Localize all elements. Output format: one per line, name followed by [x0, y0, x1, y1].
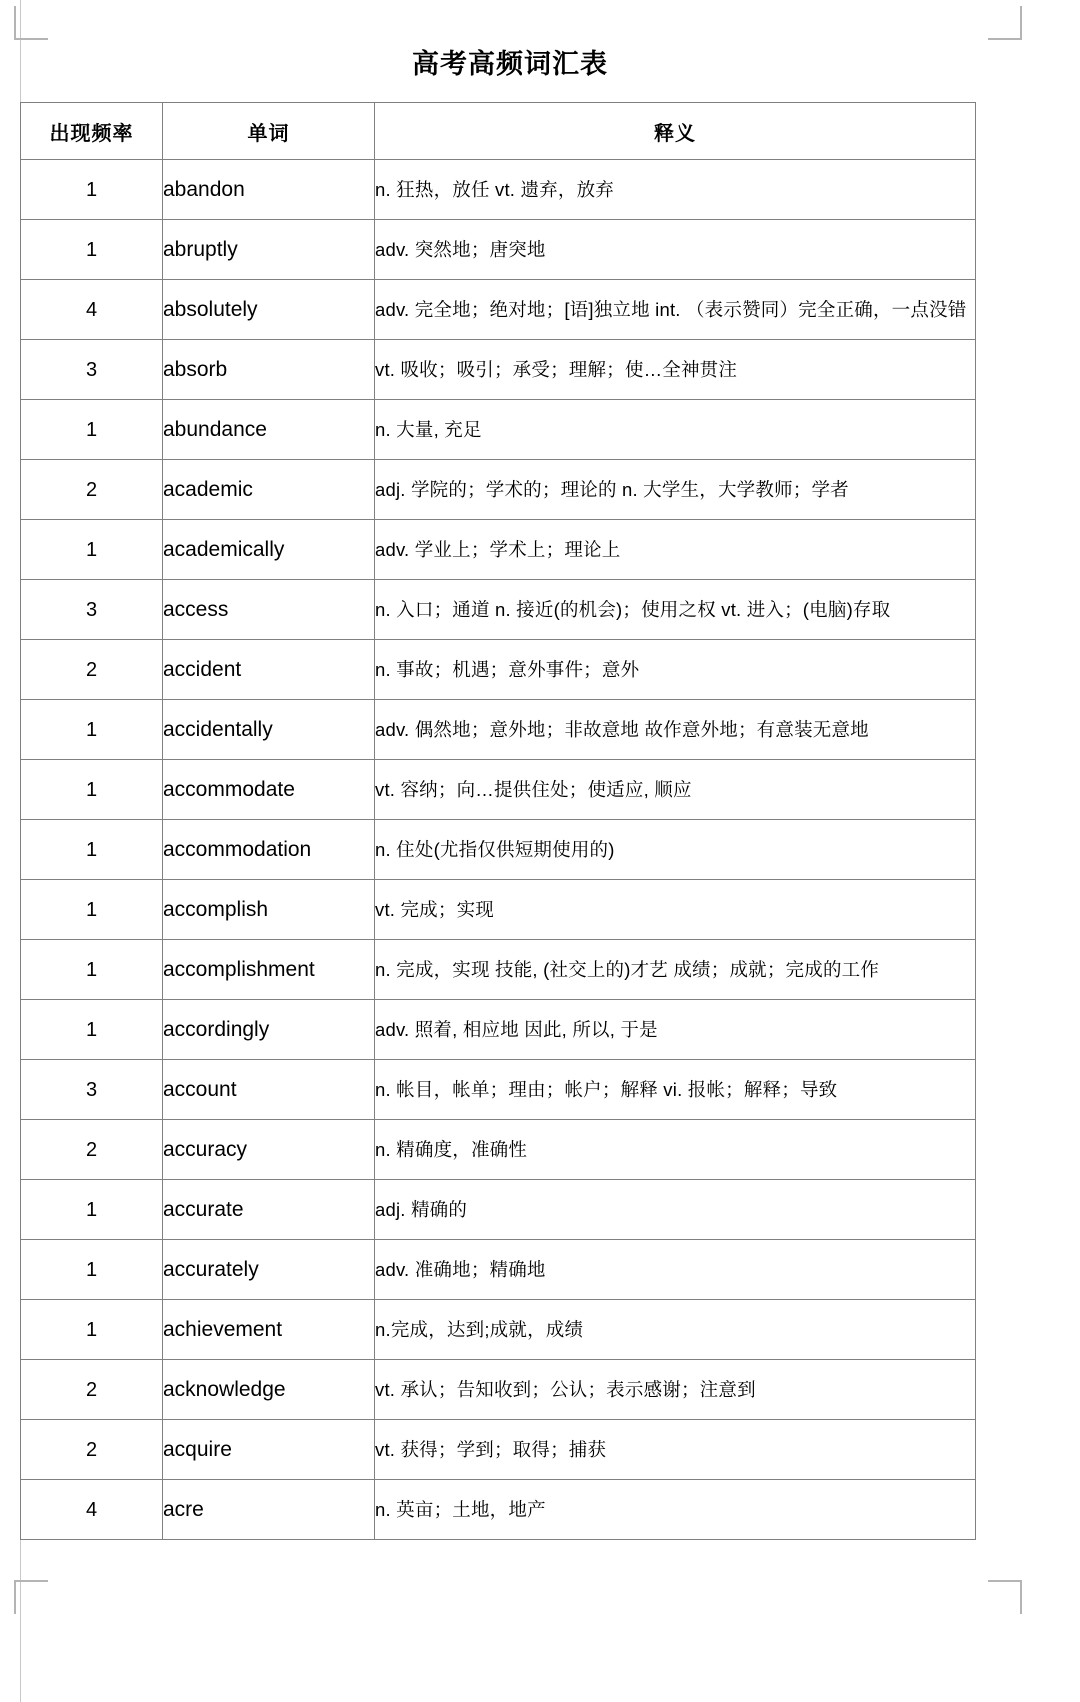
table-row: [21, 1240, 976, 1300]
cell-word: acre: [163, 1480, 375, 1540]
cell-word: achievement: [163, 1300, 375, 1360]
table-row: [21, 760, 976, 820]
cell-frequency: 1: [21, 220, 163, 280]
table-row: [21, 640, 976, 700]
cell-definition: n. 帐目，帐单；理由；帐户；解释 vi. 报帐；解释；导致: [375, 1060, 976, 1120]
table-body: [21, 160, 976, 1540]
cell-word: acquire: [163, 1420, 375, 1480]
cell-word: access: [163, 580, 375, 640]
table-row: [21, 1180, 976, 1240]
cell-definition: vt. 完成；实现: [375, 880, 976, 940]
table-row: [21, 880, 976, 940]
cell-frequency: 1: [21, 520, 163, 580]
cell-frequency: 3: [21, 580, 163, 640]
cell-word: accomplishment: [163, 940, 375, 1000]
cell-word: accidentally: [163, 700, 375, 760]
cell-frequency: 1: [21, 1240, 163, 1300]
cell-word: accident: [163, 640, 375, 700]
cell-definition: adv. 突然地；唐突地: [375, 220, 976, 280]
cell-frequency: 1: [21, 400, 163, 460]
cell-frequency: 1: [21, 160, 163, 220]
cell-definition: vt. 吸收；吸引；承受；理解；使…全神贯注: [375, 340, 976, 400]
cell-frequency: 1: [21, 1180, 163, 1240]
cell-word: accordingly: [163, 1000, 375, 1060]
page-title: 高考高频词汇表: [412, 49, 608, 79]
cell-definition: adv. 学业上；学术上；理论上: [375, 520, 976, 580]
cell-frequency: 1: [21, 700, 163, 760]
cell-definition: n. 住处(尤指仅供短期使用的): [375, 820, 976, 880]
cell-frequency: 4: [21, 280, 163, 340]
cell-word: abundance: [163, 400, 375, 460]
cell-definition: n. 事故；机遇；意外事件；意外: [375, 640, 976, 700]
table-row: [21, 220, 976, 280]
cell-word: accomplish: [163, 880, 375, 940]
cell-word: absolutely: [163, 280, 375, 340]
cell-definition: adj. 精确的: [375, 1180, 976, 1240]
table-row: [21, 520, 976, 580]
cell-word: absorb: [163, 340, 375, 400]
cell-word: accurately: [163, 1240, 375, 1300]
table-row: [21, 580, 976, 640]
cell-word: accurate: [163, 1180, 375, 1240]
cell-frequency: 3: [21, 1060, 163, 1120]
table-row: [21, 280, 976, 340]
cell-frequency: 1: [21, 1000, 163, 1060]
cell-definition: adv. 准确地；精确地: [375, 1240, 976, 1300]
cell-word: abandon: [163, 160, 375, 220]
cell-frequency: 1: [21, 880, 163, 940]
cell-frequency: 4: [21, 1480, 163, 1540]
table-row: [21, 940, 976, 1000]
column-header-frequency: 出现频率: [21, 103, 163, 160]
cell-definition: n. 入口；通道 n. 接近(的机会)；使用之权 vt. 进入；(电脑)存取: [375, 580, 976, 640]
cell-word: accommodate: [163, 760, 375, 820]
cell-frequency: 1: [21, 760, 163, 820]
table-header: [21, 103, 976, 160]
cell-definition: adj. 学院的；学术的；理论的 n. 大学生，大学教师；学者: [375, 460, 976, 520]
cell-definition: vt. 承认；告知收到；公认；表示感谢；注意到: [375, 1360, 976, 1420]
table-row: [21, 400, 976, 460]
cell-definition: adv. 照着, 相应地 因此, 所以, 于是: [375, 1000, 976, 1060]
cell-definition: vt. 获得；学到；取得；捕获: [375, 1420, 976, 1480]
cell-definition: n. 完成，实现 技能, (社交上的)才艺 成绩；成就；完成的工作: [375, 940, 976, 1000]
table-row: [21, 460, 976, 520]
table-row: [21, 1060, 976, 1120]
table-row: [21, 1120, 976, 1180]
table-row: [21, 820, 976, 880]
cell-frequency: 1: [21, 1300, 163, 1360]
cell-definition: n. 精确度，准确性: [375, 1120, 976, 1180]
table-row: [21, 1360, 976, 1420]
cell-frequency: 2: [21, 1360, 163, 1420]
cell-word: academic: [163, 460, 375, 520]
cell-word: accuracy: [163, 1120, 375, 1180]
cell-definition: n. 狂热，放任 vt. 遗弃，放弃: [375, 160, 976, 220]
table-row: [21, 1000, 976, 1060]
vocabulary-table: [20, 102, 976, 1540]
cell-word: abruptly: [163, 220, 375, 280]
cell-definition: n. 大量, 充足: [375, 400, 976, 460]
column-header-word: 单词: [163, 103, 375, 160]
table-header-row: [21, 103, 976, 160]
cell-definition: adv. 完全地；绝对地；[语]独立地 int. （表示赞同）完全正确，一点没错: [375, 280, 976, 340]
cell-frequency: 2: [21, 640, 163, 700]
crop-mark-bottom-right: [988, 1580, 1022, 1614]
cell-frequency: 2: [21, 1120, 163, 1180]
cell-definition: adv. 偶然地；意外地；非故意地 故作意外地；有意装无意地: [375, 700, 976, 760]
cell-word: account: [163, 1060, 375, 1120]
cell-definition: n.完成，达到;成就，成绩: [375, 1300, 976, 1360]
cell-frequency: 1: [21, 820, 163, 880]
cell-word: accommodation: [163, 820, 375, 880]
cell-frequency: 2: [21, 460, 163, 520]
table-row: [21, 1300, 976, 1360]
cell-definition: vt. 容纳；向…提供住处；使适应, 顺应: [375, 760, 976, 820]
table-row: [21, 340, 976, 400]
table-row: [21, 160, 976, 220]
column-header-definition: 释义: [375, 103, 976, 160]
crop-mark-bottom-left: [14, 1580, 48, 1614]
cell-frequency: 1: [21, 940, 163, 1000]
cell-word: acknowledge: [163, 1360, 375, 1420]
table-row: [21, 1420, 976, 1480]
table-row: [21, 700, 976, 760]
cell-definition: n. 英亩；土地，地产: [375, 1480, 976, 1540]
table-row: [21, 1480, 976, 1540]
cell-frequency: 2: [21, 1420, 163, 1480]
cell-word: academically: [163, 520, 375, 580]
page-content: [20, 0, 1060, 1540]
cell-frequency: 3: [21, 340, 163, 400]
